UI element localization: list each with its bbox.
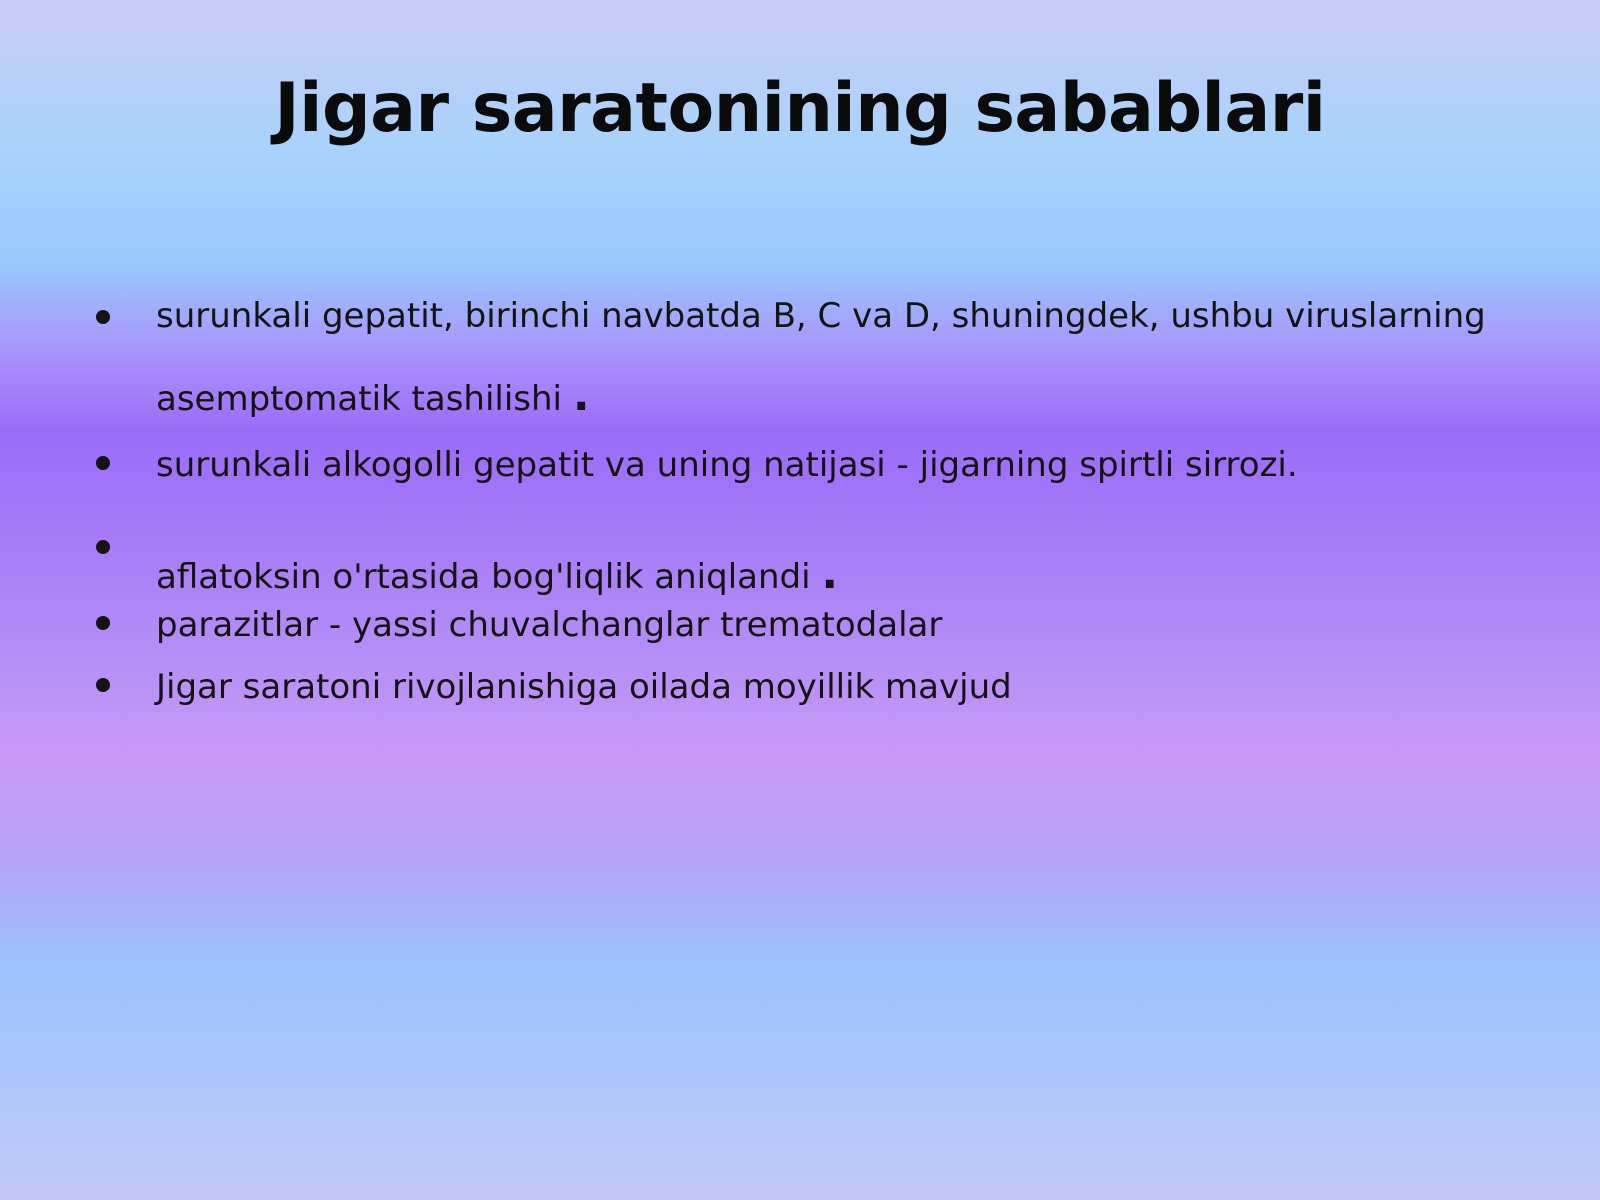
bullet-suffix: .	[821, 548, 839, 599]
bullet-dot-icon	[96, 678, 110, 692]
bullet-text: Jigar saratoni rivojlanishiga oilada moyillik mavjud	[156, 667, 1012, 707]
bullet-dot-icon	[96, 616, 110, 630]
bullet-dot-icon	[96, 540, 110, 554]
bullet-text: surunkali alkogolli gepatit va uning natijasi - jigarning spirtli sirrozi.	[156, 445, 1298, 485]
bullet-text: aflatoksin o'rtasida bog'liqlik aniqlandi .	[156, 548, 839, 599]
bullet-dot-icon	[96, 456, 110, 470]
bullet-dot-icon	[96, 310, 110, 324]
bullet-text: surunkali gepatit, birinchi navbatda B, C va D, shuningdek, ushbu viruslarning asemptomatik tashilishi .	[156, 296, 1486, 421]
slide-title: Jigar saratonining sabablari	[274, 69, 1326, 148]
bullet-suffix: .	[572, 370, 590, 421]
bullet-text: parazitlar - yassi chuvalchanglar trematodalar	[156, 605, 943, 645]
